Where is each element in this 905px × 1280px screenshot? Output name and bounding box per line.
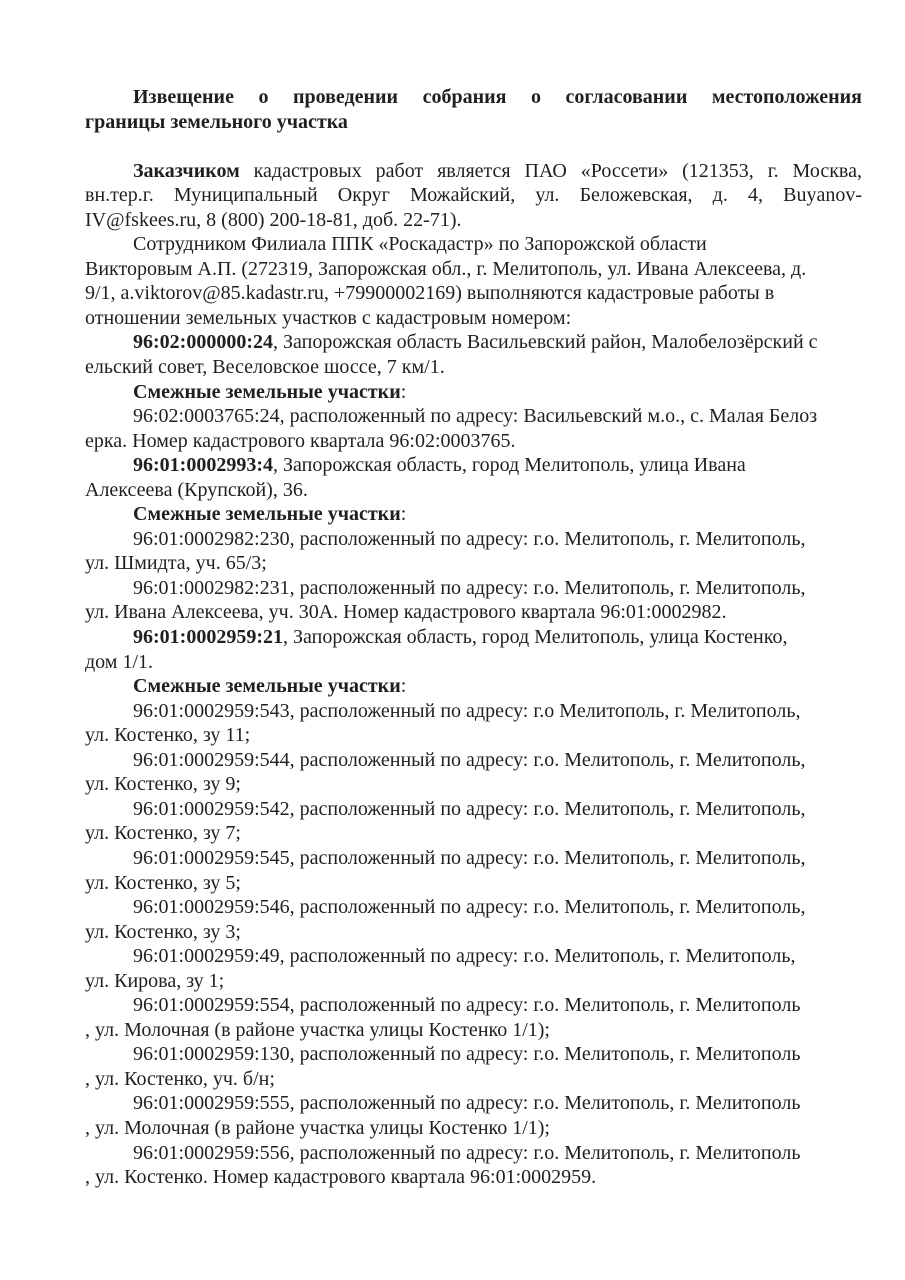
text-run: ул. Шмидта, уч. 65/3; bbox=[85, 552, 267, 575]
text-line bbox=[85, 650, 862, 675]
text-run: 96:01:0002959:542, расположенный по адресу: г.о. Мелитополь, г. Мелитополь, bbox=[133, 797, 806, 820]
paragraph-adjacent-3-3 bbox=[85, 797, 862, 846]
text-line bbox=[85, 380, 862, 405]
text-run: 96:01:0002959:555, расположенный по адресу: г.о. Мелитополь, г. Мелитополь bbox=[133, 1092, 801, 1115]
text-line bbox=[85, 993, 862, 1018]
paragraph-adjacent-3-10 bbox=[85, 1141, 862, 1190]
bold-text-run: Извещение о проведении собрания о согласовании местоположения bbox=[133, 86, 862, 108]
text-run: дом 1/1. bbox=[85, 650, 154, 673]
text-line bbox=[85, 208, 862, 233]
paragraph-adjacent-3-2 bbox=[85, 748, 862, 797]
text-line bbox=[85, 1141, 862, 1166]
heading-adjacent-parcels-2 bbox=[85, 502, 862, 527]
text-run: , ул. Костенко. Номер кадастрового квартала 96:01:0002959. bbox=[85, 1166, 597, 1189]
text-line bbox=[85, 600, 862, 625]
paragraph-customer bbox=[85, 159, 862, 233]
text-run: Алексеева (Крупской), 36. bbox=[85, 478, 308, 501]
paragraph-parcel-1 bbox=[85, 330, 862, 379]
heading-adjacent-parcels-1 bbox=[85, 380, 862, 405]
paragraph-adjacent-1-1 bbox=[85, 404, 862, 453]
text-run: ул. Костенко, зу 9; bbox=[85, 773, 241, 796]
text-run: отношении земельных участков с кадастровым номером: bbox=[85, 306, 572, 329]
text-line bbox=[85, 969, 862, 994]
text-run: ул. Ивана Алексеева, уч. 30А. Номер кадастрового квартала 96:01:0002982. bbox=[85, 601, 727, 624]
text-run: 96:01:0002959:543, расположенный по адресу: г.о Мелитополь, г. Мелитополь, bbox=[133, 699, 801, 722]
text-line bbox=[85, 1165, 862, 1190]
text-line bbox=[85, 1116, 862, 1141]
text-run: 96:01:0002959:544, расположенный по адресу: г.о. Мелитополь, г. Мелитополь, bbox=[133, 748, 806, 771]
text-run: 96:01:0002959:545, расположенный по адресу: г.о. Мелитополь, г. Мелитополь, bbox=[133, 846, 806, 869]
text-line bbox=[85, 1018, 862, 1043]
bold-text-run: Смежные земельные участки bbox=[133, 675, 401, 698]
text-run: , ул. Молочная (в районе участка улицы Костенко 1/1); bbox=[85, 1116, 550, 1139]
text-line bbox=[85, 85, 862, 110]
paragraph-adjacent-2-1 bbox=[85, 527, 862, 576]
text-run: IV@fskees.ru, 8 (800) 200-18-81, доб. 22-71). bbox=[85, 208, 462, 231]
bold-text-run: Заказчиком bbox=[133, 159, 240, 182]
paragraph-parcel-3 bbox=[85, 625, 862, 674]
text-line bbox=[85, 527, 862, 552]
text-line bbox=[85, 748, 862, 773]
text-run: , ул. Молочная (в районе участка улицы Костенко 1/1); bbox=[85, 1018, 550, 1041]
text-line bbox=[85, 330, 862, 355]
text-run: , Запорожская область, город Мелитополь, улица Костенко, bbox=[282, 626, 788, 649]
paragraph-adjacent-3-4 bbox=[85, 846, 862, 895]
bold-text-run: 96:01:0002959:21 bbox=[133, 626, 283, 649]
bold-text-run: Смежные земельные участки bbox=[133, 503, 401, 526]
text-line bbox=[85, 797, 862, 822]
text-line bbox=[85, 478, 862, 503]
text-line bbox=[85, 920, 862, 945]
text-line bbox=[85, 404, 862, 429]
text-line bbox=[85, 355, 862, 380]
paragraph-adjacent-3-9 bbox=[85, 1091, 862, 1140]
text-line bbox=[85, 281, 862, 306]
document-title bbox=[85, 85, 862, 134]
text-line bbox=[85, 453, 862, 478]
text-run: 96:01:0002959:554, расположенный по адресу: г.о. Мелитополь, г. Мелитополь bbox=[133, 994, 801, 1017]
text-run: , Запорожская область Васильевский район, Малобелозёрский с bbox=[272, 331, 818, 354]
text-run: 96:01:0002959:546, расположенный по адресу: г.о. Мелитополь, г. Мелитополь, bbox=[133, 896, 806, 919]
text-line bbox=[85, 1091, 862, 1116]
text-run: : bbox=[400, 503, 407, 526]
bold-text-run: 96:02:000000:24 bbox=[133, 331, 273, 354]
text-line bbox=[85, 821, 862, 846]
bold-text-run: 96:01:0002993:4 bbox=[133, 454, 273, 477]
text-line bbox=[85, 699, 862, 724]
text-run: 96:01:0002959:49, расположенный по адресу: г.о. Мелитополь, г. Мелитополь, bbox=[133, 945, 796, 968]
text-run: 96:01:0002982:230, расположенный по адресу: г.о. Мелитополь, г. Мелитополь, bbox=[133, 527, 806, 550]
text-line bbox=[85, 429, 862, 454]
text-run: вн.тер.г. Муниципальный Округ Можайский, ул. Беложевская, д. 4, Buyanov- bbox=[85, 184, 862, 207]
text-line bbox=[85, 502, 862, 527]
text-line bbox=[85, 772, 862, 797]
paragraph-adjacent-3-5 bbox=[85, 895, 862, 944]
text-line bbox=[85, 576, 862, 601]
text-run: 9/1, a.viktorov@85.kadastr.ru, +79900002169) выполняются кадастровые работы в bbox=[85, 282, 775, 305]
text-line bbox=[85, 723, 862, 748]
paragraph-parcel-2 bbox=[85, 453, 862, 502]
heading-adjacent-parcels-3 bbox=[85, 674, 862, 699]
text-line bbox=[85, 1042, 862, 1067]
text-run: , ул. Костенко, уч. б/н; bbox=[85, 1067, 275, 1090]
text-line bbox=[85, 257, 862, 282]
text-line bbox=[85, 674, 862, 699]
text-run: 96:02:0003765:24, расположенный по адресу: Васильевский м.о., с. Малая Белоз bbox=[133, 405, 818, 428]
text-line bbox=[85, 159, 862, 184]
text-line bbox=[85, 871, 862, 896]
text-run: кадастровых работ является ПАО «Россети» (121353, г. Москва, bbox=[239, 159, 862, 182]
text-run: , Запорожская область, город Мелитополь, улица Ивана bbox=[272, 454, 746, 477]
text-line bbox=[85, 1067, 862, 1092]
text-line bbox=[85, 625, 862, 650]
text-line bbox=[85, 183, 862, 208]
paragraph-adjacent-3-1 bbox=[85, 699, 862, 748]
text-run: 96:01:0002959:130, расположенный по адресу: г.о. Мелитополь, г. Мелитополь bbox=[133, 1043, 801, 1066]
text-run: : bbox=[400, 675, 407, 698]
paragraph-adjacent-3-7 bbox=[85, 993, 862, 1042]
bold-text-run: границы земельного участка bbox=[85, 110, 348, 133]
text-run: ерка. Номер кадастрового квартала 96:02:0003765. bbox=[85, 429, 516, 452]
paragraph-adjacent-3-6 bbox=[85, 944, 862, 993]
text-run: ул. Костенко, зу 3; bbox=[85, 920, 241, 943]
paragraph-adjacent-3-8 bbox=[85, 1042, 862, 1091]
text-run: ул. Костенко, зу 11; bbox=[85, 724, 251, 747]
text-line bbox=[85, 895, 862, 920]
text-run: ул. Костенко, зу 7; bbox=[85, 822, 241, 845]
paragraph-adjacent-2-2 bbox=[85, 576, 862, 625]
text-line bbox=[85, 306, 862, 331]
text-line bbox=[85, 232, 862, 257]
text-line bbox=[85, 846, 862, 871]
document-text-block bbox=[85, 85, 862, 1190]
text-run: ельский совет, Веселовское шоссе, 7 км/1. bbox=[85, 356, 445, 379]
text-run: : bbox=[400, 380, 407, 403]
paragraph-engineer bbox=[85, 232, 862, 330]
text-run: 96:01:0002959:556, расположенный по адресу: г.о. Мелитополь, г. Мелитополь bbox=[133, 1141, 801, 1164]
text-line bbox=[85, 110, 862, 135]
text-run: ул. Кирова, зу 1; bbox=[85, 969, 225, 992]
text-run: 96:01:0002982:231, расположенный по адресу: г.о. Мелитополь, г. Мелитополь, bbox=[133, 576, 806, 599]
text-line bbox=[85, 551, 862, 576]
text-run: ул. Костенко, зу 5; bbox=[85, 871, 241, 894]
text-line bbox=[85, 944, 862, 969]
text-run: Сотрудником Филиала ППК «Роскадастр» по Запорожской области bbox=[133, 233, 707, 256]
text-run: Викторовым А.П. (272319, Запорожская обл., г. Мелитополь, ул. Ивана Алексеева, д. bbox=[85, 257, 807, 280]
bold-text-run: Смежные земельные участки bbox=[133, 380, 401, 403]
